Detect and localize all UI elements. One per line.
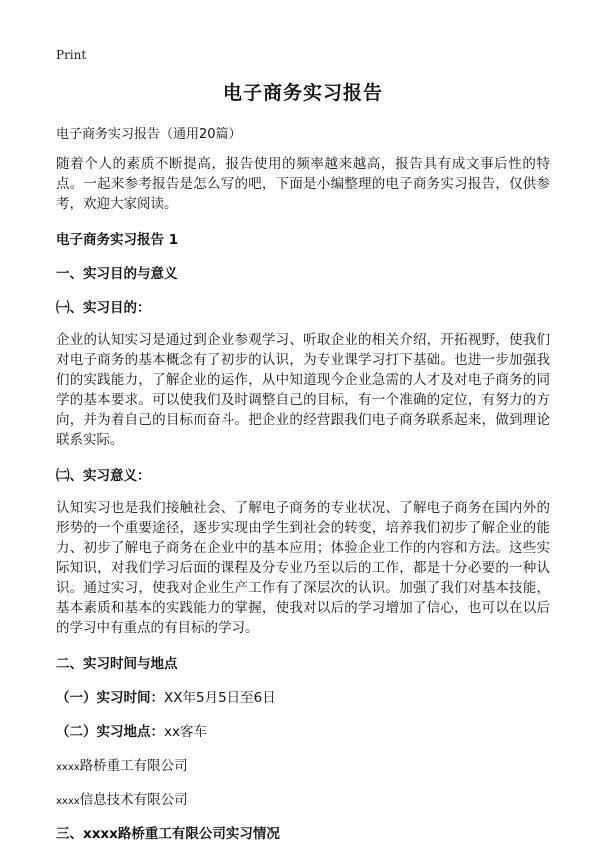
internship-time-value: XX年5月5日至6日 (164, 690, 276, 706)
section-heading-purpose: 一、实习目的与意义 (56, 266, 178, 282)
company-2-prefix: xxxx (56, 796, 80, 807)
internship-time-label: （一）实习时间： (56, 690, 164, 706)
print-link[interactable]: Print (56, 48, 87, 62)
purpose-paragraph: 企业的认知实习是通过到企业参观学习、听取企业的相关介绍，开拓视野，使我们对电子商务的基本概念有了初步的认识，为专业课学习打下基础。也进一步加强我们的实践能力，了解企业的运作，从中知道现今企业急需的人才及对电子商务的同学的基本要求。可以使我们及时调整自己的目标，有一个准确的定位，有努力的方向，并为着自己的目标而奋斗。把企业的经营跟我们电子商务联系起来，做到理论联系实际。 (56, 332, 550, 448)
company-1-prefix: xxxx (56, 762, 80, 773)
section-heading-time-place: 二、实习时间与地点 (56, 656, 178, 672)
page-title: 电子商务实习报告 (222, 82, 383, 104)
document-subtitle: 电子商务实习报告（通用20篇） (56, 127, 242, 142)
company-line-2 (56, 788, 550, 808)
significance-paragraph: 认知实习也是我们接触社会、了解电子商务的专业状况、了解电子商务在国内外的形势的一个重要途径，逐步实现由学生到社会的转变，培养我们初步了解企业的能力、初步了解电子商务在企业中的基本应用；体验企业工作的内容和方法。这些实际知识，对我们学习后面的课程及分专业乃至以后的工作，都是十分必要的一种认识。通过实习，使我对企业生产工作有了深层次的认识。加强了我们对基本技能，基本素质和基本的实践能力的掌握，使我对以后的学习增加了信心，也可以在以后的学习中有重点的有目标的学习。 (56, 500, 550, 636)
subheading-purpose: ㈠、实习目的： (56, 300, 151, 316)
intro-paragraph: 随着个人的素质不断提高，报告使用的频率越来越高，报告具有成文事后性的特点。一起来参考报告是怎么写的吧，下面是小编整理的电子商务实习报告，仅供参考，欢迎大家阅读。 (56, 156, 550, 212)
company-1-name: 路桥重工有限公司 (79, 758, 188, 774)
document-body (56, 78, 550, 856)
report-heading: 电子商务实习报告 1 (56, 232, 179, 248)
internship-place-label: （二）实习地点： (56, 724, 164, 740)
company-2-name: 信息技术有限公司 (79, 792, 188, 808)
section-heading-company-report: 三、xxxx路桥重工有限公司实习情况 (56, 826, 280, 842)
company-line-1 (56, 754, 550, 774)
internship-place-value: xx客车 (164, 724, 207, 740)
internship-place (56, 720, 550, 740)
subheading-significance: ㈡、实习意义： (56, 468, 151, 484)
internship-time (56, 686, 550, 706)
